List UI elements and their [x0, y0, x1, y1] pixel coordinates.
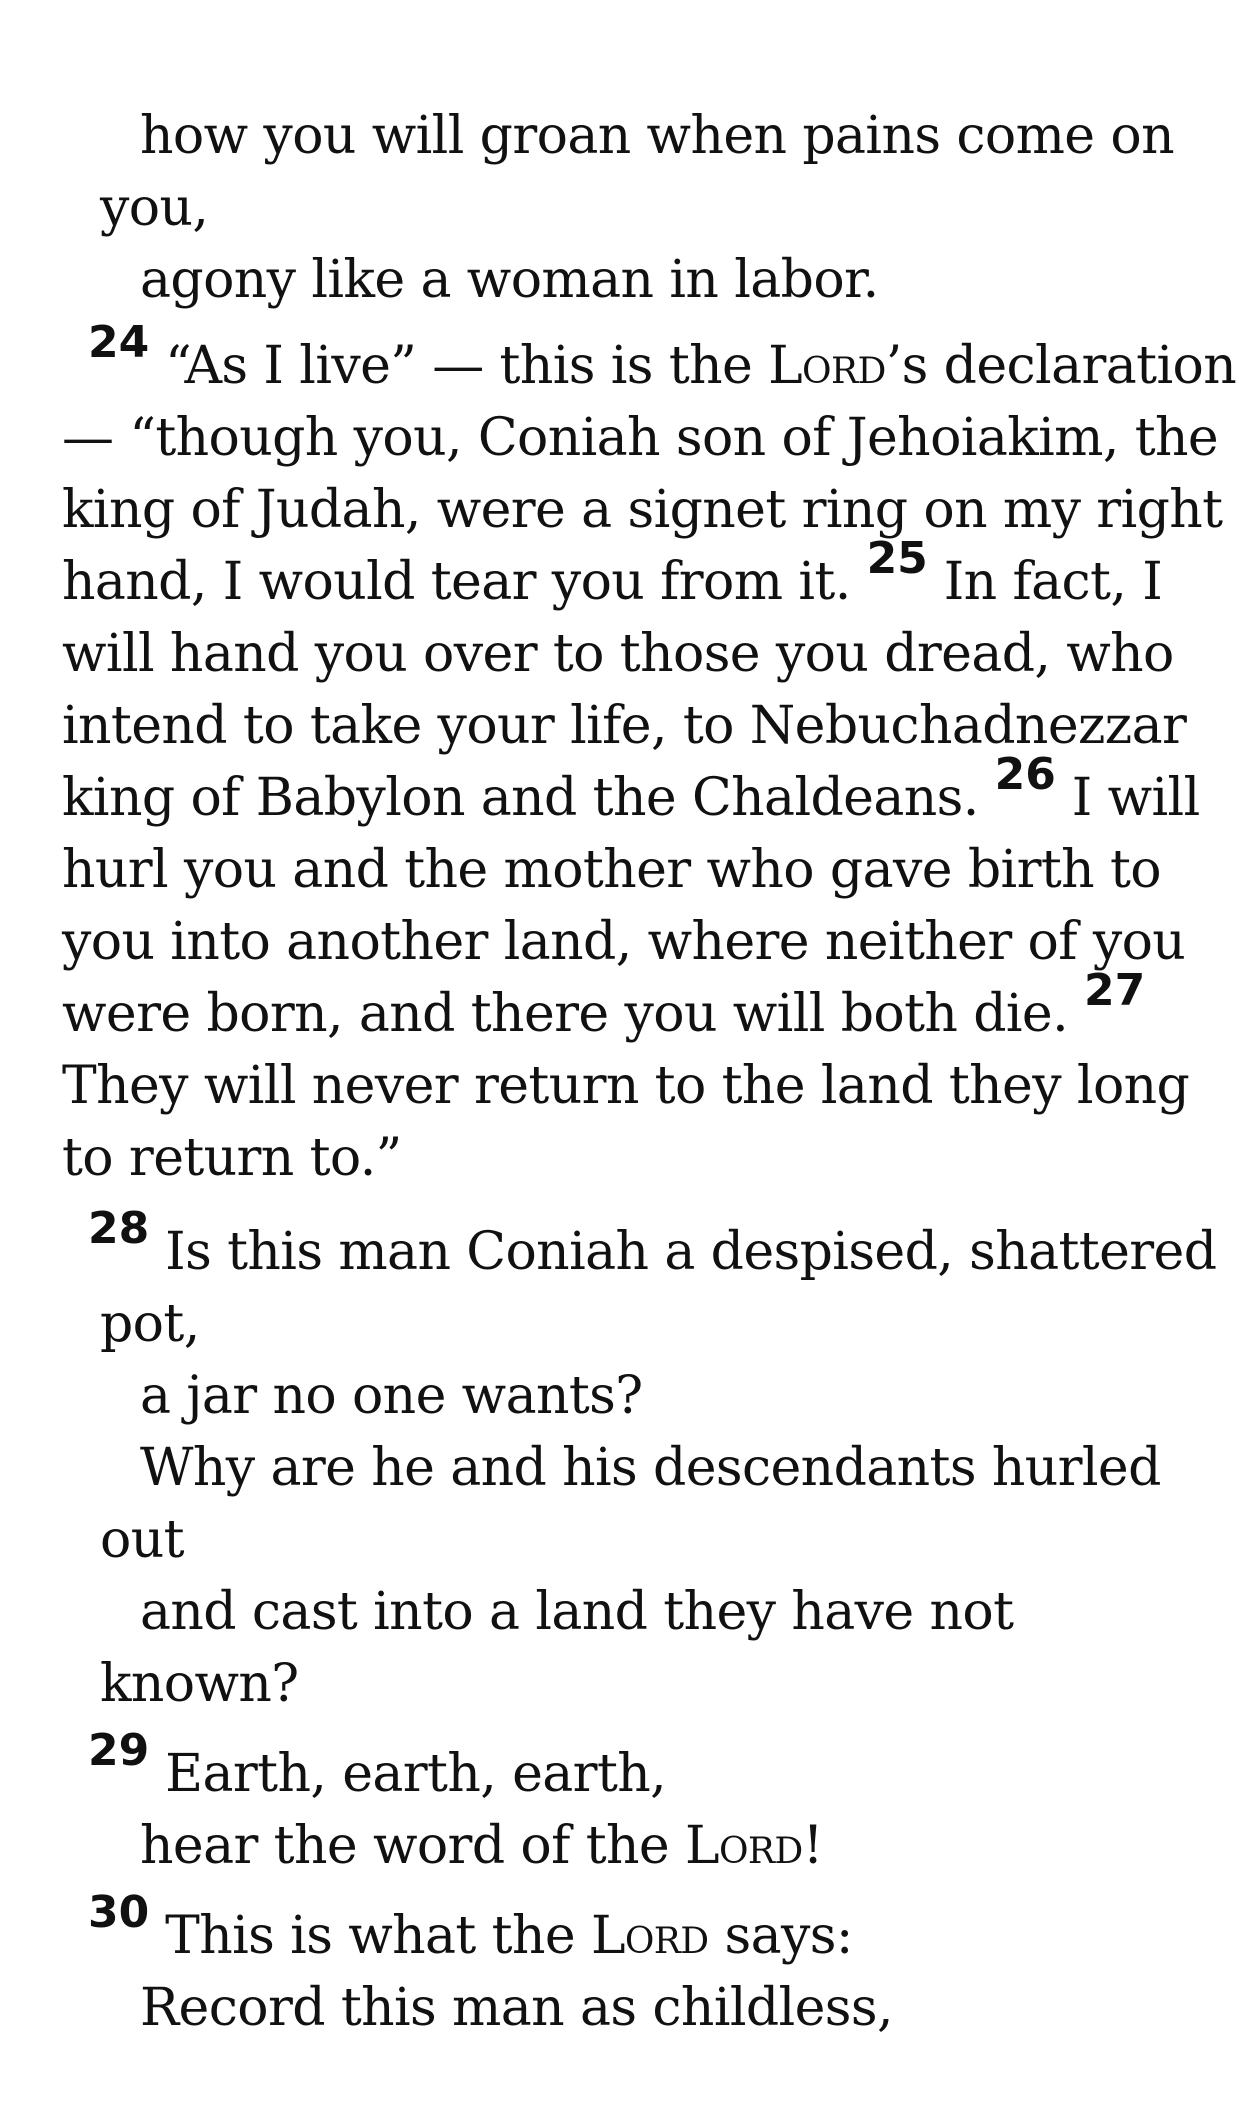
text-line	[62, 834, 1161, 906]
text-line	[62, 1122, 402, 1194]
divine-name: Lord	[590, 1906, 709, 1966]
line-text: Why are he and his descendants hurled	[140, 1438, 1161, 1498]
line-text: king of Babylon and the Chaldeans.	[62, 768, 995, 828]
text-line	[140, 1972, 893, 2044]
text-line	[62, 533, 1163, 621]
line-text: you,	[100, 178, 209, 238]
line-text: says:	[708, 1906, 853, 1966]
text-line	[62, 749, 1200, 837]
line-text: to return to.”	[62, 1128, 402, 1188]
line-text: and cast into a land they have not	[140, 1582, 1014, 1642]
line-text: intend to take your life, to Nebuchadnezzar	[62, 696, 1187, 756]
text-line	[100, 172, 208, 244]
line-text: In fact, I	[927, 552, 1163, 612]
verse-number: 30	[88, 1887, 150, 1938]
line-text: known?	[100, 1654, 299, 1714]
line-text: out	[100, 1510, 184, 1570]
line-text: Record this man as childless,	[140, 1978, 893, 2038]
text-line	[140, 100, 1174, 172]
line-text: I will	[1055, 768, 1200, 828]
text-line	[62, 402, 1218, 474]
line-text: ’s declaration	[885, 336, 1237, 396]
line-text: Is this man Coniah a despised, shattered	[149, 1222, 1217, 1282]
text-line	[62, 618, 1174, 690]
text-line	[88, 317, 1237, 405]
verse-number: 25	[866, 533, 928, 584]
line-text: hurl you and the mother who gave birth to	[62, 840, 1161, 900]
text-line	[140, 244, 879, 316]
line-text: agony like a woman in labor.	[140, 250, 879, 310]
text-line	[100, 1288, 200, 1360]
verse-number: 28	[88, 1203, 150, 1254]
line-text: hear the word of the	[140, 1816, 686, 1876]
line-text: a jar no one wants?	[140, 1366, 643, 1426]
divine-name: Lord	[685, 1816, 803, 1876]
verse-number: 29	[88, 1725, 150, 1776]
line-text: king of Judah, were a signet ring on my right	[62, 480, 1223, 540]
text-line	[62, 965, 1146, 1053]
text-line	[140, 1576, 1013, 1648]
line-text: hand, I would tear you from it.	[62, 552, 867, 612]
text-line	[88, 1203, 1217, 1291]
line-text: pot,	[100, 1294, 200, 1354]
line-text: you into another land, where neither of you	[62, 912, 1186, 972]
divine-name: Lord	[768, 336, 886, 396]
line-text: “As I live” — this is the	[149, 336, 769, 396]
line-text: Earth, earth, earth,	[149, 1744, 667, 1804]
text-line	[140, 1360, 643, 1432]
verse-number: 24	[88, 317, 150, 368]
text-line	[100, 1648, 299, 1720]
line-text: !	[802, 1816, 823, 1876]
text-line	[62, 1050, 1189, 1122]
text-line	[88, 1887, 853, 1975]
verse-number: 26	[994, 749, 1056, 800]
line-text: will hand you over to those you dread, who	[62, 624, 1174, 684]
text-line	[140, 1810, 823, 1882]
line-text: This is what the	[149, 1906, 591, 1966]
text-line	[62, 474, 1222, 546]
line-text: how you will groan when pains come on	[140, 106, 1174, 166]
line-text: — “though you, Coniah son of Jehoiakim, the	[62, 408, 1219, 468]
verse-number: 27	[1083, 965, 1146, 1016]
text-line	[100, 1504, 184, 1576]
text-line	[62, 906, 1185, 978]
line-text: were born, and there you will both die.	[62, 984, 1084, 1044]
line-text: They will never return to the land they long	[62, 1056, 1190, 1116]
text-line	[140, 1432, 1161, 1504]
text-line	[88, 1725, 667, 1813]
